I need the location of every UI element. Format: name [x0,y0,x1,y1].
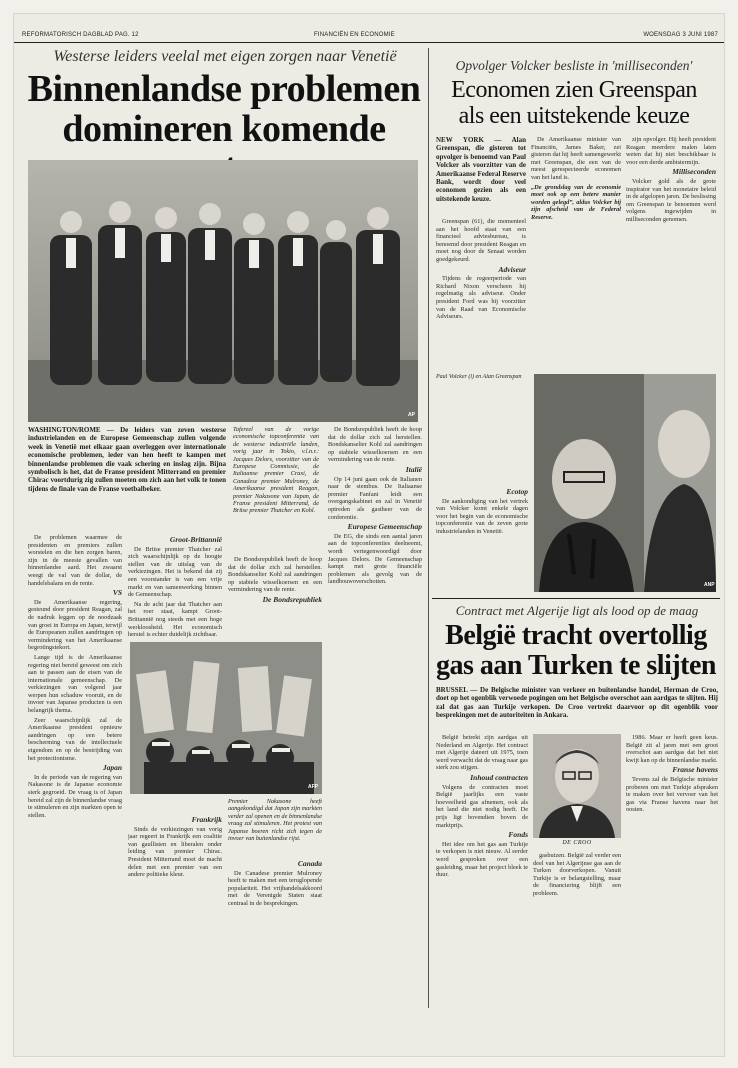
de-croo-portrait [533,734,621,838]
photo-credit-top: AP [408,412,415,418]
volcker-column-2 [531,136,621,370]
volcker-greenspan-photo [534,374,716,592]
sub-franse-havens: Franse havens [672,765,718,775]
main-col1-p1: De problemen waarmee de presidenten en premiers zullen worstelen en die hen zorgen baren, zijn in de meeste gevallen van binnenlandse aard. Het zwaarst weegt de val van de dollar, de handelsbalans en de rente. [28,534,122,587]
volcker-col1-p3: De aankondiging van het vertrek van Volcker komt enkele dagen voor het begin van de economische topconferentie van de zeven grote industrielanden in Venetië. [436,497,528,535]
main-column-2-upper [128,534,222,640]
main-col1-p5: In de periode van de regering van Nakasone is de Japanse economie sterk gegroeid. De vraag is of Japan bereid zal zijn de binnenlandse vraag te stimuleren en zijn markten open te stellen. [28,773,122,819]
column-divider [428,48,429,1008]
sub-canada: Canada [297,859,322,868]
belgium-headline-1: België tracht overtollig [445,620,707,651]
volcker-column-1 [436,218,526,370]
main-lead: WASHINGTON/ROME — De leiders van zeven westerse industrielanden en de Europese Gemeenschap zullen volgende week in Venetië met elkaar gaan overleggen over internationale economische problemen, ieder van hen heeft te kampen met binnenlandse problemen die vaak schering en inslag zijn. Bijna symbolisch is het, dat de Franse president Mitterrand en premier Chirac voortdurig zig zullen moeten om zich aan het volk te tonen tijdens de finale van de Franse voetbalbeker. [28,426,226,493]
main-col4-p2: Op 14 juni gaan ook de Italianen naar de stembus. De Italiaanse premier Fanfani leidt een overgangskabinet en zal in Venetië optreden als gastheer van de conferentie. [328,475,422,521]
main-col4-p1: De Bondsrepubliek heeft de hoop dat de dollar zich zal herstellen. Bondskanselier Kohl zal aandringen op stabiele wisselkoersen en een vermindering van de rente. [328,426,422,464]
belgium-col1-p3: Het idee om het gas aan Turkije te verkopen is niet nieuw. Al eerder werd gesproken over een gasleiding, maar het project bleek te duur. [436,840,528,879]
belgium-col1-p1: België betrekt zijn aardgas uit Nederland en Algerije. Het contract met Algerije dateert uit 1975, toen werd verwacht dat de vraag naar gas sterk zou stijgen. [436,734,528,772]
main-col3-p4: De Canadese premier Mulroney heeft te maken met een teruglopende populariteit. Het vrijhandelsakkoord met de Verenigde Staten staat centraal in de besprekingen. [228,869,322,907]
main-column-4 [328,426,422,1004]
belgium-col2-p1: gasbuizen. België zal verder een deel van het Algerijnse gas aan de Turken doorverkopen. Vanuit Turkije is er belangstelling, maar de financiering blijft een probleem. [533,852,621,897]
belgium-kicker: Contract met Algerije ligt als lood op de maag [455,603,699,618]
volcker-kicker: Opvolger Volcker besliste in 'milliseconden' [455,58,693,73]
header-rule [14,42,724,43]
protest-photo-caption: Premier Nakasone heeft aangekondigd dat Japan zijn markten verder zal openen en de binnenlandse vraag zal stimuleren. Het protest van Japanse boeren richt zich tegen de invoer van buitenlandse rijst. [228,798,322,843]
belgium-column-3 [626,734,718,1006]
main-kicker: Westerse leiders veelal met eigen zorgen naar Venetië [53,48,397,65]
belgium-col3-p1: 1986. Maar er heeft geen keus. België zit al jaren met een groot overschot aan aardgas dat het niet kwijt kan op de binnenlandse markt. [626,734,718,764]
belgium-headline-2: gas aan Turken te slijten [436,650,716,681]
belgium-col3-p2: Tevens zal de Belgische minister proberen om met Turkije afspraken te maken over het vervoer van het gas via Franse havens naar het oosten. [626,775,718,814]
sub-bondsrepubliek: De Bondsrepubliek [262,594,322,604]
photo-credit-right: ANP [704,582,715,588]
sub-adviseur: Adviseur [498,264,526,274]
volcker-col1-p1: Greenspan (61), die momenteel aan het hoofd staat van een financieel adviesbureau, is benoemd door president Reagan en moet nog door de Senaat worden goedgekeurd. [436,218,526,263]
volcker-photo-caption: Paul Volcker (l) en Alan Greenspan [436,374,522,380]
de-croo-caption: DE CROO [562,840,592,846]
belgium-col1-p2: Volgens de contracten moet België jaarlijks een vaste hoeveelheid gas afnemen, ook als het land die niet nodig heeft. De prijs ligt bovendien boven de marktprijs. [436,783,528,829]
sub-milliseconden: Milliseconden [672,167,716,177]
de-croo-drawing [533,734,621,838]
main-col2-p2: Na de acht jaar dat Thatcher aan het roer staat, kampt Groot-Brittannië nog steeds met een hoge werkloosheid. Het economisch herstel is echter duidelijk zichtbaar. [128,600,222,639]
main-col4-p3: De EG, die sinds een aantal jaren aan de topconferenties deelneemt, wordt vertegenwoordigd door Jacques Delors. De Gemeenschap kampt met grote financiële problemen als gevolg van de landbouwoverschotten. [328,532,422,586]
volcker-column-3 [626,136,716,370]
main-col1-p2: De Amerikaanse regering, gesteund door president Reagan, zal de nadruk leggen op de noodzaak van groei in Europa en Japan, terwijl de Europeanen zullen aandringen op vermindering van het Amerikaanse begrotingstekort. [28,598,122,652]
header-left: REFORMATORISCH DAGBLAD PAG. 12 [22,32,139,38]
main-col3-p1: De Bondsrepubliek heeft de hoop dat de dollar zich zal herstellen. Bondskanselier Kohl zal aandringen op stabiele wisselkoersen en een vermindering van de rente. [228,556,322,594]
volcker-column-1-lower [436,392,528,592]
volcker-col1-p2: Tijdens de regeerperiode van Richard Nixon verscheen hij regelmatig als adviseur. Onder president Ford was hij voorzitter van de Raad van Economische Adviseurs. [436,275,526,321]
sub-vs: VS [112,588,122,598]
main-column-3-lower [228,858,322,1004]
sub-ecotop: Ecotop [506,487,528,496]
sub-frankrijk: Frankrijk [191,815,222,824]
protest-photo [130,642,322,794]
main-col2-p3: Sinds de verkiezingen van vorig jaar regeert in Frankrijk een coalitie van gaullisten en liberalen onder leiding van premier Chirac. President Mitterrand moet de macht delen met een premier van een andere politieke kleur. [128,825,222,879]
sub-europese-gemeenschap: Europese Gemeenschap [347,522,422,532]
main-headline-1: Binnenlandse problemen [27,68,421,110]
sub-inhoud-contracten: Inhoud contracten [470,772,528,782]
main-col1-p3: Lange tijd is de Amerikaanse regering niet bereid geweest om zich aan te passen aan de eisen van de internationale gemeenschap. De verkiezingen van volgend jaar werpen hun schaduw vooruit, en de invoer van Japanse producten is een belangrijk thema. [28,653,122,715]
main-col2-p1: De Britse premier Thatcher zal zich waarschijnlijk op de hoogte stellen van de uitslag van de verkiezingen. Het is bekend dat zij een voorstander is van een vrije markt en van samenwerking binnen de Gemeenschap. [128,545,222,599]
protest-photo-drawing [130,642,322,794]
header-date: WOENSDAG 3 JUNI 1987 [643,32,718,38]
leaders-photo-drawing [28,160,418,422]
belgium-lead: BRUSSEL — De Belgische minister van verkeer en buitenlandse handel, Herman de Croo, doet op het ogenblik verwoede pogingen om het Belgische overschot aan aardgas te slijten. Hij zal dat gas aan Turkije verkopen. De Croo vertrekt daarvoor op dit ogenblik voor besprekingen met de autoriteiten in Ankara. [436,686,718,720]
photo-credit-mid: AFP [308,784,318,790]
main-headline-2: domineren komende [62,108,386,150]
volcker-col2-p1: De Amerikaanse minister van Financiën, James Baker, zei gisteren dat hij heeft samengewerkt met Greenspan, die een van de meest gerespecteerde economen van het land is. [531,136,621,181]
page-header [14,30,724,42]
volcker-photo-drawing [534,374,716,592]
volcker-pull-quote: „De grondslag van de economie moet ook op een betere manier worden gelegd”, aldus Volcker bij zijn afscheid van de Federal Reserve. [531,183,621,221]
group-photo-caption: Tafereel van de vorige economische topconferentie van de westerse industriële landen, vorig jaar in Tokio, v.l.n.r.: Jacques Delors, voorzitter van de Europese Commissie, de Italiaanse premier Craxi, de Canadese premier Mulroney, de Amerikaanse president Reagan, premier Nakasone van Japan, de Franse president Mitterrand, de Britse premier Thatcher en Kohl. [233,426,319,515]
main-column-3-upper [228,556,322,640]
sub-japan: Japan [102,763,122,773]
volcker-col3-p2: Volcker gold als de grote inspirator van het monetaire beleid in de afgelopen jaren. De beslissing om Greenspan te benoemen werd volgens ingewijden in milliseconden genomen. [626,177,716,223]
belgium-column-1 [436,734,528,1006]
main-column-2-lower [128,798,222,1004]
volcker-headline-2: als een uitstekende keuze [458,103,690,129]
belgium-column-2 [533,852,621,1006]
volcker-lead: NEW YORK — Alan Greenspan, die gisteren tot opvolger is benoemd van Paul Volcker als voorzitter van de Amerikaanse Federal Reserve Bank, wordt door veel economen gezien als een uitstekende keuze. [436,136,526,203]
main-column-1 [28,534,122,1004]
main-col1-p4: Zeer waarschijnlijk zal de Amerikaanse president opnieuw aandringen op een betere bescherming van de intellectuele eigendom en op de bestrijding van het protectionisme. [28,716,122,762]
volcker-col3-p1: zijn opvolger. Hij heeft president Reagan meerdere malen laten weten dat hij niet beschikbaar is voor een derde ambtstermijn. [626,136,716,166]
sub-groot-brittannie: Groot-Brittannië [169,535,222,544]
leaders-group-photo [28,160,418,422]
header-section: FINANCIËN EN ECONOMIE [314,32,395,38]
volcker-headline-1: Economen zien Greenspan [451,77,697,103]
sub-italie: Italië [405,464,422,474]
sub-fonds: Fonds [508,830,528,840]
story-divider [432,598,720,599]
